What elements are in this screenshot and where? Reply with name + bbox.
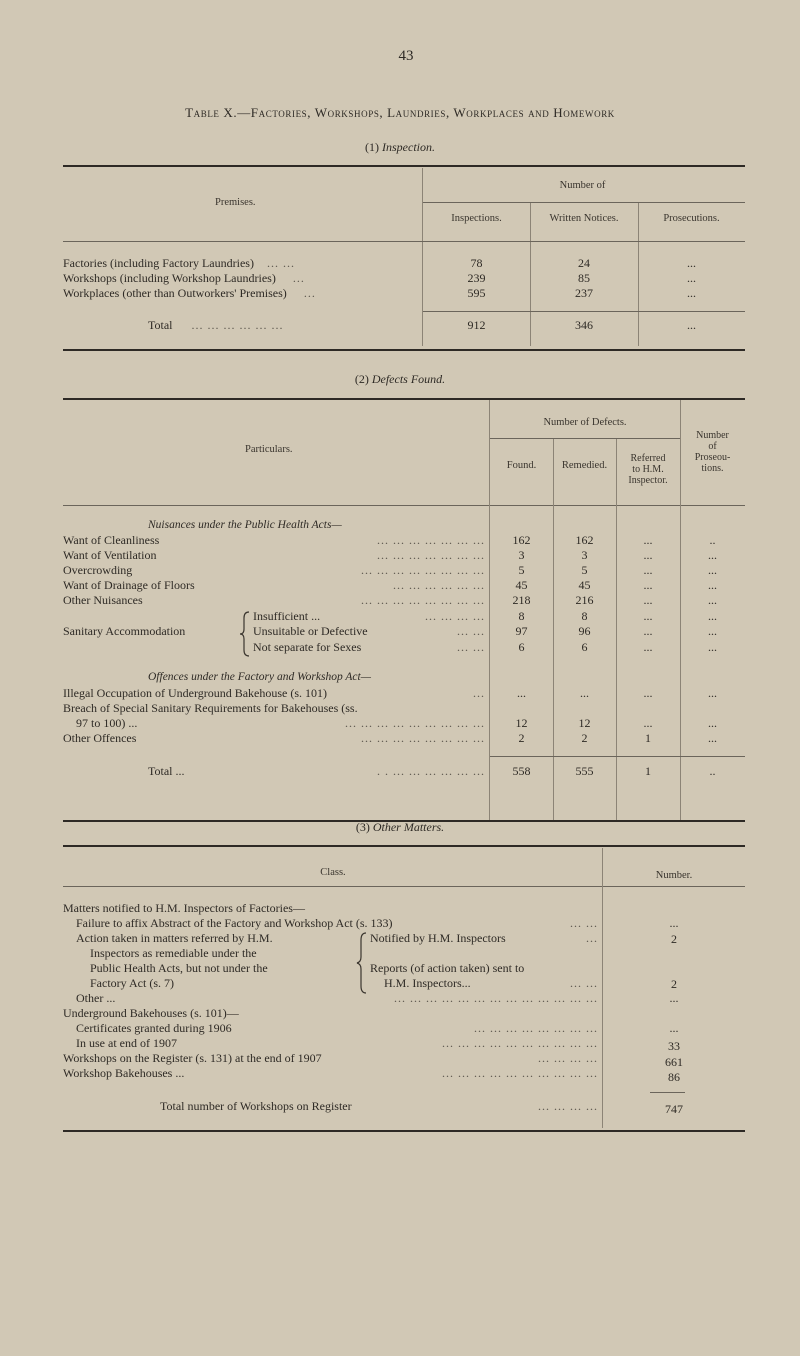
total-notices: 346: [575, 318, 593, 332]
col-referred-line: Inspector.: [628, 475, 668, 486]
cell-remedied: 45: [578, 578, 591, 592]
section2-heading-num: (2): [354, 372, 369, 386]
row-label: Illegal Occupation of Underground Bakehouse (s. 101): [63, 686, 328, 700]
cell-found: 45: [515, 578, 528, 592]
table-row: [63, 578, 195, 593]
cell-prosecutions: ...: [708, 640, 717, 654]
col-prosecutions-line: Proseou-: [694, 452, 731, 463]
table-title: Table X.—Factories, Workshops, Laundries, Workplaces and Homework: [185, 105, 615, 120]
underground-heading: Underground Bakehouses (s. 101)—: [63, 1006, 239, 1020]
leader-dots: ... ...: [457, 640, 485, 654]
table-row: [63, 593, 143, 608]
table-row: [63, 271, 305, 286]
cell-remedied: 162: [575, 533, 594, 547]
cell-prosecutions: ...: [708, 578, 717, 592]
col-particulars: Particulars.: [245, 444, 293, 455]
register-value: 661: [665, 1055, 683, 1069]
leader-dots: ... ... ... ... ... ... ... ... ...: [345, 716, 485, 730]
rule: [490, 438, 680, 439]
rule: [63, 505, 745, 506]
breach-label-line1: Breach of Special Sanitary Requirements for Bakehouses (ss.: [63, 701, 358, 715]
group-heading-public-health: Nuisances under the Public Health Acts—: [148, 519, 342, 531]
leader-dots: ... ... ... ...: [538, 1051, 598, 1065]
matters-heading: Matters notified to H.M. Inspectors of Factories—: [63, 901, 305, 915]
inuse-label: In use at end of 1907: [76, 1036, 177, 1050]
cell-prosecutions: ...: [708, 548, 717, 562]
cell-prosecutions: ...: [708, 716, 717, 730]
cell-referred: ...: [643, 609, 653, 623]
table-row: [63, 533, 159, 548]
row-label: Other Offences: [63, 731, 137, 745]
table-row: [253, 640, 361, 655]
cell-found: 97: [515, 624, 528, 638]
cell-remedied: 2: [581, 731, 588, 745]
reports-value: 2: [671, 977, 677, 991]
col-number-of: Number of: [559, 180, 606, 191]
row-label: Insufficient ...: [253, 609, 321, 623]
rule: [423, 311, 745, 312]
total-row: [148, 318, 284, 333]
cell-prosecutions: ...: [687, 256, 696, 270]
leader-dots: ... ... ... ... ... ...: [393, 578, 485, 592]
leader-dots: ...: [303, 286, 316, 300]
cell-found: 12: [515, 716, 528, 730]
section3-heading-text: Other Matters.: [372, 820, 445, 834]
total-referred: 1: [645, 764, 651, 778]
cell-referred: ...: [643, 563, 653, 577]
leader-dots: ... ...: [570, 916, 598, 930]
col-written-notices: Written Notices.: [549, 213, 619, 224]
leader-dots: ... ... ... ...: [538, 1099, 598, 1113]
rule: [423, 202, 745, 203]
leader-dots: ... ... ... ... ... ... ... ... ... ...: [442, 1036, 598, 1050]
cell-found: 162: [512, 533, 531, 547]
other-value: ...: [669, 991, 679, 1005]
cell-remedied: 5: [581, 563, 588, 577]
col-number-of-prosecutions: [680, 430, 745, 474]
col-number: Number.: [655, 870, 693, 881]
cell-prosecutions: ...: [708, 563, 717, 577]
total-label: Total number of Workshops on Register: [160, 1099, 352, 1113]
other-label: Other ...: [76, 991, 116, 1005]
failure-value: ...: [669, 916, 679, 930]
leader-dots: ... ...: [457, 624, 485, 638]
leader-dots: . . ... ... ... ... ... ...: [377, 764, 485, 778]
row-label: Workplaces (other than Outworkers' Premises): [63, 286, 287, 300]
table-row: [63, 548, 156, 563]
row-label: Unsuitable or Defective: [253, 624, 368, 638]
certs-label: Certificates granted during 1906: [76, 1021, 232, 1035]
row-label: Workshops (including Workshop Laundries): [63, 271, 276, 285]
row-label: Other Nuisances: [63, 593, 143, 607]
cell-referred: ...: [643, 578, 653, 592]
cell-found: 2: [518, 731, 525, 745]
table-row: [63, 731, 136, 746]
table-row: [253, 624, 368, 639]
col-number-of-defects: Number of Defects.: [543, 417, 627, 428]
rule: [650, 1092, 685, 1093]
section1-heading-num: (1): [365, 140, 379, 154]
leader-dots: ... ... ... ... ... ... ...: [377, 533, 485, 547]
bakehouses-value: 86: [668, 1070, 680, 1084]
bakehouses-label: Workshop Bakehouses ...: [63, 1066, 185, 1080]
total-label: Total ...: [148, 764, 185, 778]
row-label: Overcrowding: [63, 563, 133, 577]
inuse-value: 33: [668, 1039, 680, 1053]
cell-inspections: 595: [467, 286, 486, 300]
cell-prosecutions: ...: [708, 609, 717, 623]
leader-dots: ... ... ... ... ... ...: [191, 318, 284, 332]
action-line: Action taken in matters referred by H.M.: [76, 931, 273, 945]
cell-referred: ...: [643, 533, 653, 547]
col-prosecutions: Prosecutions.: [663, 213, 720, 224]
leader-dots: ...: [586, 931, 598, 945]
col-prosecutions-line: of: [708, 441, 717, 452]
col-class: Class.: [320, 867, 346, 878]
col-inspections: Inspections.: [451, 213, 502, 224]
cell-prosecutions: ...: [708, 624, 717, 638]
col-referred-line: to H.M.: [632, 464, 664, 475]
cell-referred: ...: [643, 640, 653, 654]
cell-found: 5: [518, 563, 525, 577]
cell-remedied: 216: [575, 593, 594, 607]
cell-prosecutions: ...: [708, 731, 717, 745]
leader-dots: ... ... ... ... ... ... ... ...: [361, 563, 485, 577]
cell-inspections: 239: [467, 271, 486, 285]
leader-dots: ... ... ... ... ... ... ... ...: [361, 593, 485, 607]
cell-found: 6: [518, 640, 525, 654]
col-prosecutions-line: tions.: [701, 463, 724, 474]
total-prosecutions: ...: [687, 318, 696, 332]
action-line: Public Health Acts, but not under the: [90, 961, 268, 975]
leader-dots: ... ... ... ...: [425, 609, 485, 623]
action-line: Factory Act (s. 7): [90, 976, 174, 990]
leader-dots: ... ... ... ... ... ... ... ...: [361, 731, 485, 745]
leader-dots: ... ...: [266, 256, 295, 270]
cell-prosecutions: ...: [708, 686, 717, 700]
table-row: [63, 256, 295, 271]
leader-dots: ... ... ... ... ... ... ... ... ... ... ... ... ...: [394, 991, 598, 1005]
reports-label-line1: Reports (of action taken) sent to: [370, 961, 525, 975]
cell-prosecutions: ...: [687, 271, 696, 285]
brace-icon: [355, 931, 369, 995]
cell-prosecutions: ...: [708, 593, 717, 607]
cell-found: 3: [518, 548, 525, 562]
page-number: 43: [398, 48, 414, 64]
cell-found: 218: [512, 593, 531, 607]
cell-remedied: 6: [581, 640, 588, 654]
col-premises: Premises.: [215, 197, 256, 208]
failure-label: Failure to affix Abstract of the Factory and Workshop Act (s. 133): [76, 916, 393, 930]
section2-heading: [0, 372, 800, 387]
certs-value: ...: [669, 1021, 679, 1035]
row-label: Want of Cleanliness: [63, 533, 160, 547]
leader-dots: ...: [292, 271, 305, 285]
leader-dots: ... ...: [570, 976, 598, 990]
table-row: [253, 609, 320, 624]
cell-notices: 237: [575, 286, 593, 300]
leader-dots: ... ... ... ... ... ... ... ...: [474, 1021, 598, 1035]
section3-heading: [0, 820, 800, 835]
section1-heading-text: Inspection.: [382, 140, 435, 154]
table-row: [63, 686, 327, 701]
rule: [63, 349, 745, 351]
rule: [63, 886, 745, 887]
cell-referred: 1: [645, 731, 651, 745]
section3-heading-num: (3): [355, 820, 370, 834]
cell-remedied: 12: [578, 716, 591, 730]
group-heading-factory-act: Offences under the Factory and Workshop Act—: [148, 671, 371, 683]
section1-heading: [0, 140, 800, 155]
col-found: Found.: [506, 460, 537, 471]
cell-remedied: 8: [581, 609, 588, 623]
cell-prosecutions: ..: [709, 533, 716, 547]
row-label: Factories (including Factory Laundries): [63, 256, 254, 270]
rule: [63, 241, 745, 242]
col-referred: [616, 453, 680, 486]
notified-value: 2: [671, 932, 677, 946]
total-found: 558: [512, 764, 531, 778]
cell-remedied: ...: [580, 686, 589, 700]
cell-referred: ...: [643, 624, 653, 638]
rule: [63, 398, 745, 400]
cell-prosecutions: ...: [687, 286, 696, 300]
cell-referred: ...: [643, 686, 653, 700]
section2-heading-text: Defects Found.: [371, 372, 446, 386]
total-value: 747: [665, 1102, 683, 1116]
leader-dots: ... ... ... ... ... ... ... ... ... ...: [442, 1066, 598, 1080]
cell-remedied: 96: [578, 624, 591, 638]
leader-dots: ...: [473, 686, 485, 700]
row-label: Want of Ventilation: [63, 548, 157, 562]
table-row: [63, 286, 316, 301]
breach-label-line2: 97 to 100) ...: [76, 716, 138, 730]
register-label: Workshops on the Register (s. 131) at the end of 1907: [63, 1051, 322, 1065]
cell-referred: ...: [643, 593, 653, 607]
cell-found: 8: [518, 609, 525, 623]
brace-icon: [238, 610, 252, 658]
table-row: [63, 563, 132, 578]
col-prosecutions-line: Number: [696, 430, 729, 441]
total-row: [148, 764, 185, 779]
cell-referred: ...: [643, 716, 653, 730]
cell-remedied: 3: [581, 548, 588, 562]
total-inspections: 912: [467, 318, 486, 332]
reports-label-line2: H.M. Inspectors...: [384, 976, 471, 990]
cell-referred: ...: [643, 548, 653, 562]
cell-inspections: 78: [470, 256, 483, 270]
cell-notices: 85: [578, 271, 590, 285]
row-label: Want of Drainage of Floors: [63, 578, 195, 592]
action-line: Inspectors as remediable under the: [90, 946, 257, 960]
total-remedied: 555: [575, 764, 594, 778]
total-label: Total: [148, 318, 173, 332]
leader-dots: ... ... ... ... ... ... ...: [377, 548, 485, 562]
col-remedied: Remedied.: [561, 460, 608, 471]
notified-label: Notified by H.M. Inspectors: [370, 931, 506, 945]
sanitary-accommodation-label: Sanitary Accommodation: [63, 624, 186, 638]
rule: [63, 1130, 745, 1132]
cell-found: ...: [517, 686, 526, 700]
row-label: Not separate for Sexes: [253, 640, 362, 654]
rule: [490, 756, 745, 757]
total-prosecutions: ..: [709, 764, 716, 778]
col-referred-line: Referred: [630, 453, 666, 464]
rule: [63, 845, 745, 847]
rule: [63, 165, 745, 167]
cell-notices: 24: [578, 256, 590, 270]
